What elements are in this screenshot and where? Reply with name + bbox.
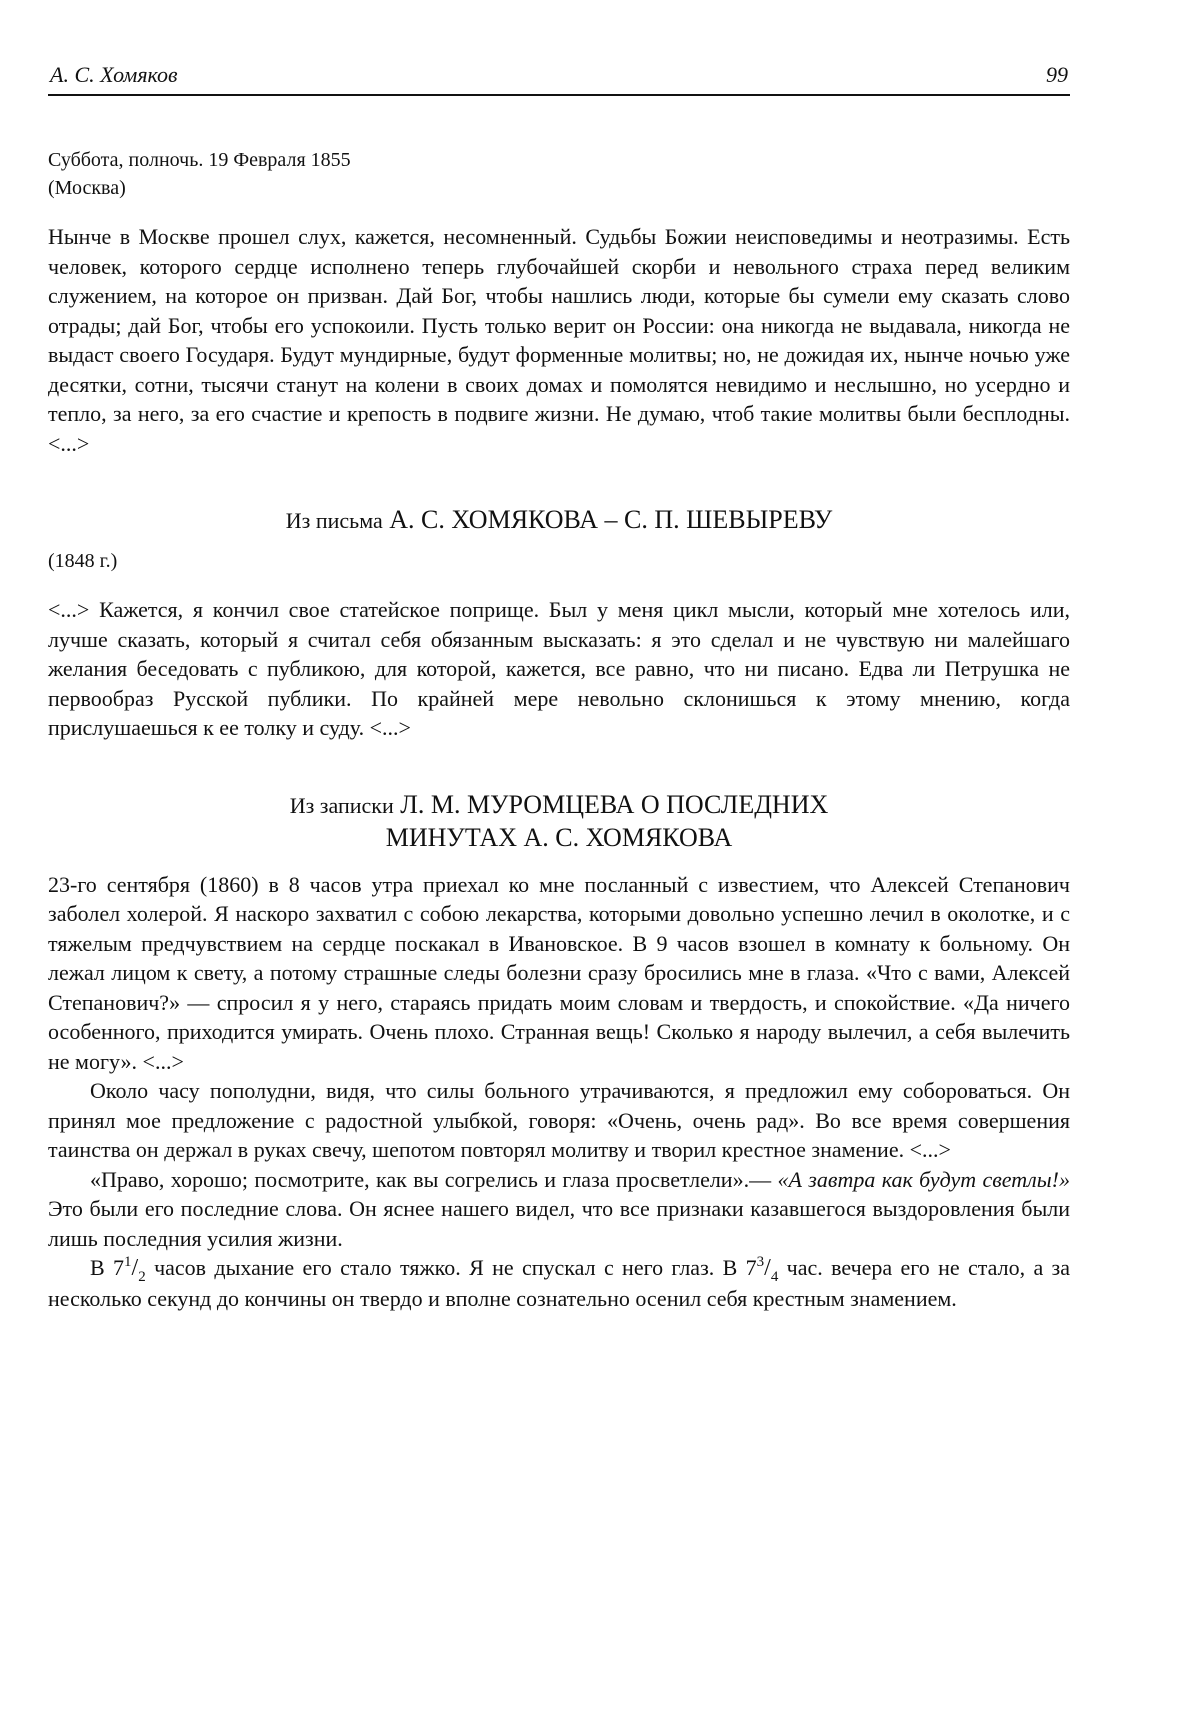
section-title-main: А. С. ХОМЯКОВА – С. П. ШЕВЫРЕВУ	[389, 505, 833, 534]
fraction-1-den: 2	[138, 1268, 146, 1285]
paragraph-4	[48, 1253, 1070, 1313]
letter-date-line: Суббота, полночь. 19 Февраля 1855	[48, 149, 351, 171]
paragraph-3-end: Это были его последние слова. Он яснее нашего видел, что все признаки казавшегося выздоровления были лишь последния усилия жизни.	[48, 1196, 1070, 1251]
section-title-shevyrev	[48, 504, 1070, 537]
paragraph-3	[48, 1165, 1070, 1254]
page-number: 99	[1046, 62, 1068, 87]
section-title-line1: Л. М. МУРОМЦЕВА О ПОСЛЕДНИХ	[400, 789, 829, 819]
running-head-author: А. С. Хомяков	[50, 62, 178, 87]
section-date: (1848 г.)	[48, 550, 118, 572]
paragraph-3-italic: «А завтра как будут светлы!»	[777, 1166, 1070, 1192]
fraction-2: $^3/_4$	[756, 1254, 779, 1285]
section-title-prefix: Из записки	[289, 792, 394, 818]
fraction-1-num: 1	[124, 1254, 132, 1270]
paragraph-4-c: час. вечера его не стало, а за несколько секунд до кончины он твердо и вполне сознательно осенил себя крестным знамением.	[48, 1255, 1071, 1311]
section-title-muromtsev	[48, 789, 1070, 854]
letter-date-block	[48, 146, 1070, 202]
letter-text: Нынче в Москве прошел слух, кажется, несомненный. Судьбы Божии неисповедимы и неотразимы. Есть человек, которого сердце исполнено теперь глубочайшей скорби и невольного страха перед великим служением, на которое он призван. Дай Бог, чтобы нашлись люди, которые бы сумели ему сказать слово отрады; дай Бог, чтобы его успокоили. Пусть только верит он России: она никогда не выдавала, никогда не выдаст своего Государя. Будут мундирные, будут форменные молитвы; но, не дожидая их, нынче ночью уже десятки, сотни, тысячи станут на колени в своих домах и помолятся невидимо и неслышно, но усердно и тепло, за него, за его счастие и крепость в подвиге жизни. Не думаю, чтоб такие молитвы были бесплодны. <...>	[48, 224, 1070, 456]
section-title-prefix: Из письма	[285, 508, 383, 533]
paragraph-3-start: «Право, хорошо; посмотрите, как вы согрелись и глаза просветлели».—	[90, 1166, 772, 1192]
paragraph-1: 23-го сентября (1860) в 8 часов утра приехал ко мне посланный с известием, что Алексей Степанович заболел холерой. Я наскоро захватил с собою лекарства, которыми довольно успешно лечил в околотке, и с тяжелым предчувствием на сердце поскакал в Ивановское. В 9 часов взошел в комнату к больному. Он лежал лицом к свету, а потому страшные следы болезни сразу бросились мне в глаза. «Что с вами, Алексей Степанович?» — спросил я у него, стараясь придать моим словам и твердость, и спокойствие. «Да ничего особенного, приходится умирать. Очень плохо. Странная вещь! Сколько я народу вылечил, а себя вылечить не могу». <...>	[48, 871, 1070, 1074]
letter-place-line: (Москва)	[48, 177, 126, 199]
section-title-line2: МИНУТАХ А. С. ХОМЯКОВА	[385, 822, 733, 852]
fraction-2-num: 3	[756, 1254, 765, 1270]
letter-shevyrev-text: <...> Кажется, я кончил свое статейское поприще. Был у меня цикл мысли, который мне хотелось или, лучше сказать, который я считал себя обязанным высказать: я это сделал и не чувствую ни малейшаго желания беседовать с публикою, для которой, кажется, все равно, что ни писано. Едва ли Петрушка не первообраз Русской публики. По крайней мере невольно склонишься к этому мнению, когда прислушаешься к ее толку и суду. <...>	[48, 597, 1070, 740]
running-head	[48, 62, 1070, 96]
fraction-1: $^1/_2$	[124, 1254, 146, 1285]
page	[48, 62, 1070, 1313]
paragraph-2: Около часу пополудни, видя, что силы больного утрачиваются, я предложил ему собороваться. Он принял мое предложение с радостной улыбкой, говоря: «Очень, очень рад». Во все время совершения таинства он держал в руках свечу, шепотом повторял молитву и творил крестное знамение. <...>	[48, 1078, 1070, 1162]
paragraph-4-a: В 7	[90, 1255, 125, 1280]
fraction-2-den: 4	[770, 1268, 779, 1285]
paragraph-4-b: часов дыхание его стало тяжко. Я не спускал с него глаз. В 7	[154, 1255, 757, 1280]
